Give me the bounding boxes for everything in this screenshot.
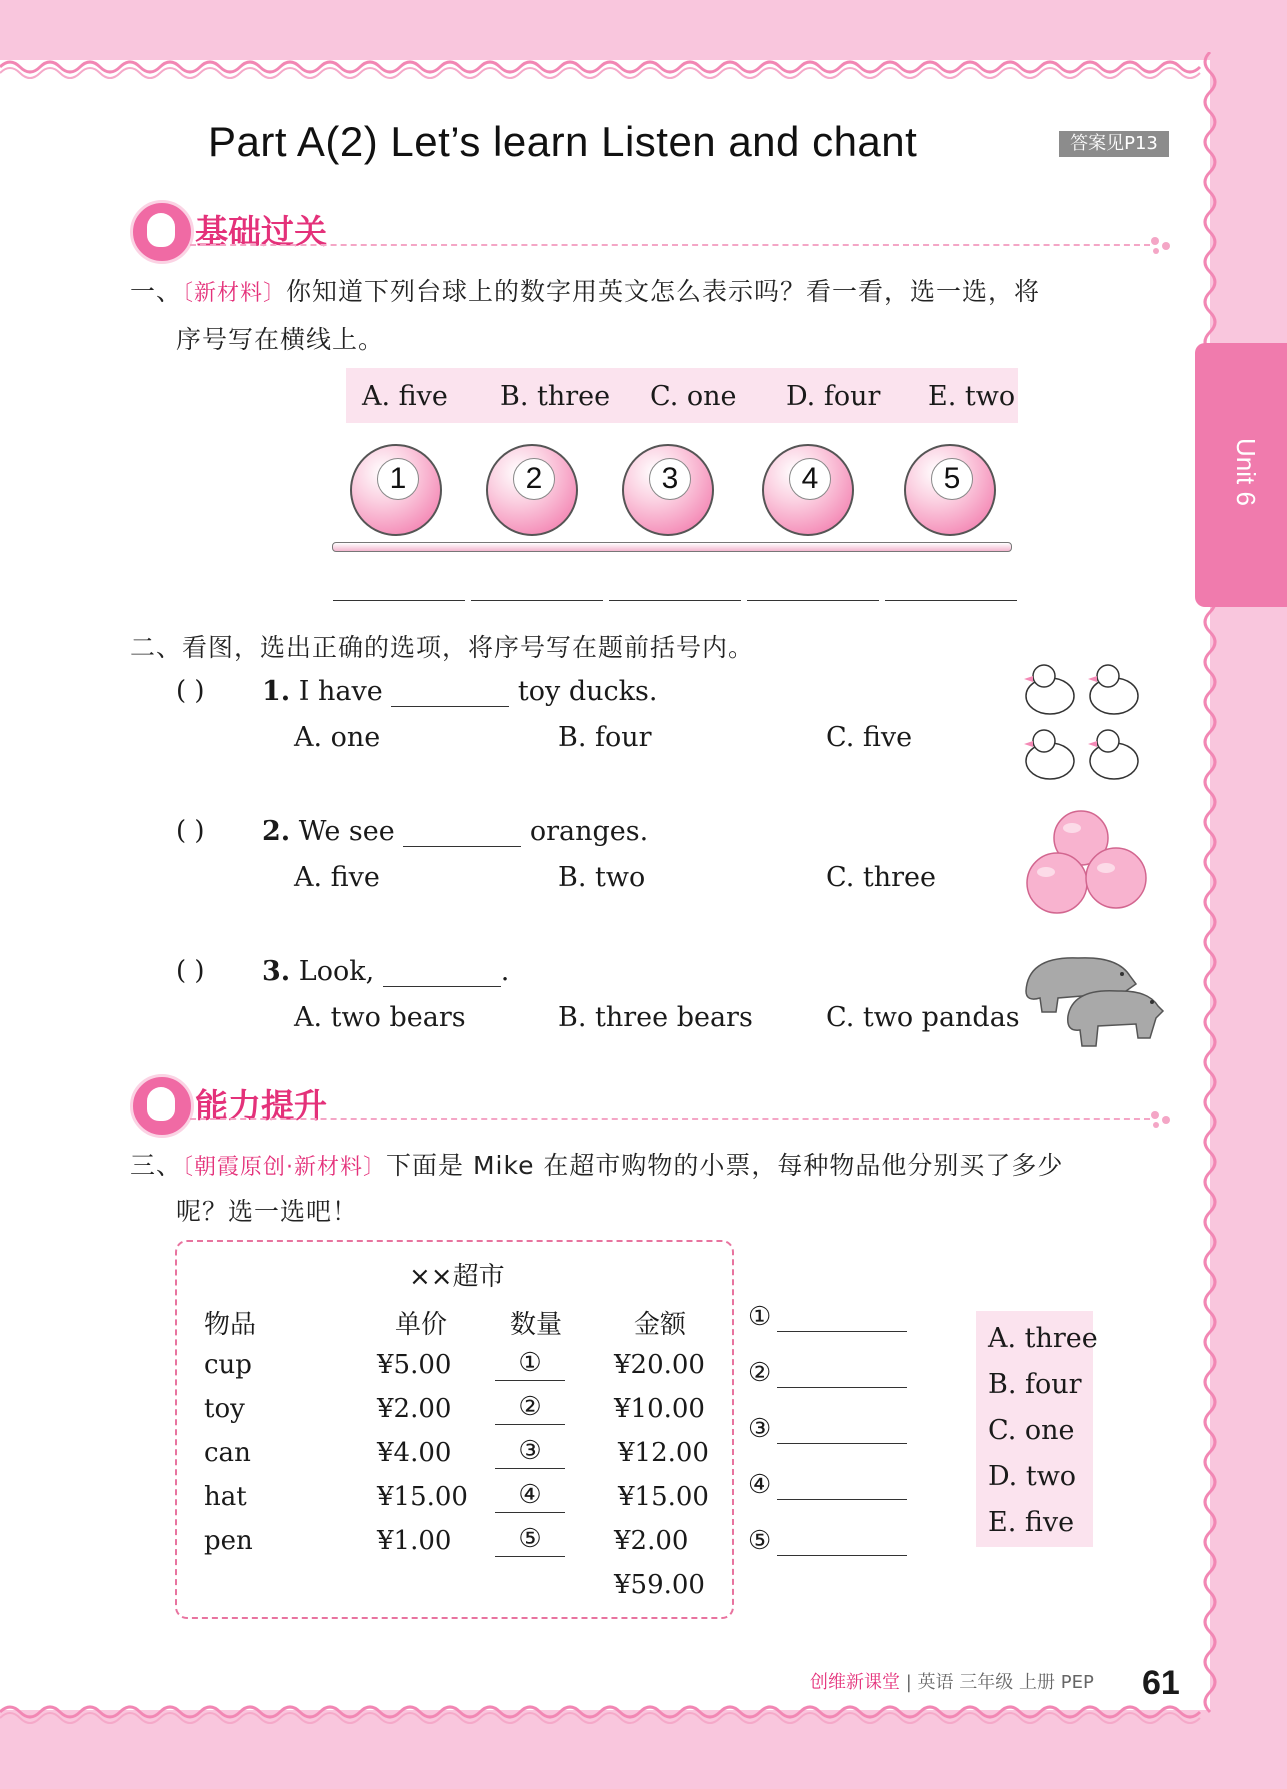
receipt-qty-blank[interactable]: ④ — [495, 1480, 565, 1513]
choice-e: E. five — [988, 1507, 1075, 1538]
wavy-border-right — [1198, 52, 1228, 1722]
choice-c: C. two pandas — [826, 1002, 1020, 1033]
answer-blank-4[interactable] — [747, 600, 879, 601]
oranges-image — [1024, 808, 1154, 918]
question-1-line1: 一、〔新材料〕你知道下列台球上的数字用英文怎么表示吗？看一看，选一选，将 — [130, 277, 1041, 306]
choice-c: C. one — [988, 1415, 1075, 1446]
receipt-qty-blank[interactable]: ① — [495, 1348, 565, 1381]
options-box — [346, 368, 1018, 423]
unit-tab[interactable] — [1195, 343, 1287, 607]
receipt-amount: ¥10.00 — [614, 1394, 705, 1424]
question-2-item-1: 1. I have toy ducks. — [262, 676, 658, 707]
question-2-item-2: 2. We see oranges. — [262, 816, 649, 847]
option-d: D. four — [786, 381, 881, 412]
question-tag: 〔朝霞原创·新材料〕 — [182, 1155, 387, 1180]
question-2-item-3: 3. Look, . — [262, 956, 510, 987]
receipt-header-amount: 金额 — [634, 1310, 687, 1340]
receipt-price: ¥1.00 — [377, 1526, 452, 1556]
choice-c: C. three — [826, 862, 936, 893]
choice-a: A. two bears — [294, 1002, 466, 1033]
receipt-qty-blank[interactable]: ③ — [495, 1436, 565, 1469]
receipt-amount: ¥20.00 — [614, 1350, 705, 1380]
choice-a: A. one — [294, 722, 381, 753]
bears-image — [1018, 946, 1173, 1056]
choices-box — [976, 1311, 1098, 1547]
receipt-header-price: 单价 — [395, 1310, 448, 1340]
choice-d: D. two — [988, 1461, 1077, 1492]
billiard-ball-1: 1 — [350, 444, 442, 536]
receipt-item: pen — [204, 1526, 253, 1556]
page-number: 61 — [1142, 1664, 1180, 1702]
billiard-ball-2: 2 — [486, 444, 578, 536]
section-heading-label: 能力提升 — [195, 1086, 327, 1125]
receipt — [175, 1240, 734, 1619]
receipt-price: ¥4.00 — [377, 1438, 452, 1468]
choice-a: A. three — [988, 1323, 1098, 1354]
choice-b: B. three bears — [558, 1002, 753, 1033]
receipt-item: can — [204, 1438, 251, 1468]
answer-line-1[interactable]: ① — [748, 1302, 907, 1332]
choice-b: B. four — [558, 722, 652, 753]
answer-paren-3[interactable]: ( ) — [176, 956, 205, 986]
choice-c: C. five — [826, 722, 913, 753]
answer-blank-2[interactable] — [471, 600, 603, 601]
question-1-line2: 序号写在横线上。 — [176, 325, 385, 354]
answer-paren-2[interactable]: ( ) — [176, 816, 205, 846]
answer-blank-5[interactable] — [885, 600, 1017, 601]
receipt-qty-blank[interactable]: ② — [495, 1392, 565, 1425]
answer-blank-3[interactable] — [609, 600, 741, 601]
choice-b: B. four — [988, 1369, 1082, 1400]
receipt-amount: ¥2.00 — [614, 1526, 689, 1556]
section-divider — [190, 244, 1150, 246]
receipt-price: ¥15.00 — [377, 1482, 468, 1512]
billiard-cue — [332, 542, 1012, 552]
question-tag: 〔新材料〕 — [182, 281, 287, 306]
option-c: C. one — [650, 381, 737, 412]
receipt-qty-blank[interactable]: ⑤ — [495, 1524, 565, 1557]
receipt-total: ¥59.00 — [614, 1570, 705, 1600]
billiard-ball-4: 4 — [762, 444, 854, 536]
footer-info: 创维新课堂 | 英语 三年级 上册 PEP — [810, 1672, 1094, 1693]
question-3-line1: 三、〔朝霞原创·新材料〕下面是 Mike 在超市购物的小票，每种物品他分别买了多少 — [130, 1151, 1064, 1180]
receipt-item: cup — [204, 1350, 252, 1380]
receipt-amount: ¥12.00 — [618, 1438, 709, 1468]
dots-icon — [1150, 236, 1180, 256]
wavy-border-top — [0, 52, 1210, 82]
choice-a: A. five — [294, 862, 380, 893]
answer-blank-1[interactable] — [333, 600, 465, 601]
footer-brand: 创维新课堂 — [810, 1672, 900, 1693]
question-3-line2: 呢？选一选吧！ — [176, 1197, 359, 1226]
answer-line-4[interactable]: ④ — [748, 1470, 907, 1500]
answer-paren-1[interactable]: ( ) — [176, 676, 205, 706]
footer-book-info: 英语 三年级 上册 PEP — [917, 1672, 1094, 1693]
mascot-icon — [130, 1074, 194, 1138]
receipt-store-name: ××超市 — [409, 1262, 505, 1292]
answer-line-5[interactable]: ⑤ — [748, 1526, 907, 1556]
choice-b: B. two — [558, 862, 646, 893]
wavy-border-bottom — [0, 1700, 1210, 1730]
dots-icon — [1150, 1110, 1180, 1130]
receipt-header-item: 物品 — [204, 1310, 257, 1340]
billiard-ball-3: 3 — [622, 444, 714, 536]
receipt-item: hat — [204, 1482, 247, 1512]
page-title: Part A(2) Let’s learn Listen and chant — [208, 118, 918, 165]
answer-line-3[interactable]: ③ — [748, 1414, 907, 1444]
receipt-amount: ¥15.00 — [618, 1482, 709, 1512]
receipt-header-qty: 数量 — [510, 1310, 563, 1340]
receipt-item: toy — [204, 1394, 245, 1424]
answer-reference-badge: 答案见P13 — [1059, 131, 1169, 157]
toy-ducks-image — [1018, 656, 1148, 786]
section-heading-label: 基础过关 — [195, 212, 327, 251]
unit-tab-label: Unit 6 — [1231, 438, 1261, 506]
receipt-price: ¥5.00 — [377, 1350, 452, 1380]
option-b: B. three — [500, 381, 611, 412]
option-a: A. five — [362, 381, 448, 412]
receipt-price: ¥2.00 — [377, 1394, 452, 1424]
answer-line-2[interactable]: ② — [748, 1358, 907, 1388]
question-2-text: 二、看图，选出正确的选项，将序号写在题前括号内。 — [130, 633, 755, 662]
mascot-icon — [130, 200, 194, 264]
billiard-ball-5: 5 — [904, 444, 996, 536]
section-divider — [190, 1118, 1150, 1120]
option-e: E. two — [928, 381, 1016, 412]
